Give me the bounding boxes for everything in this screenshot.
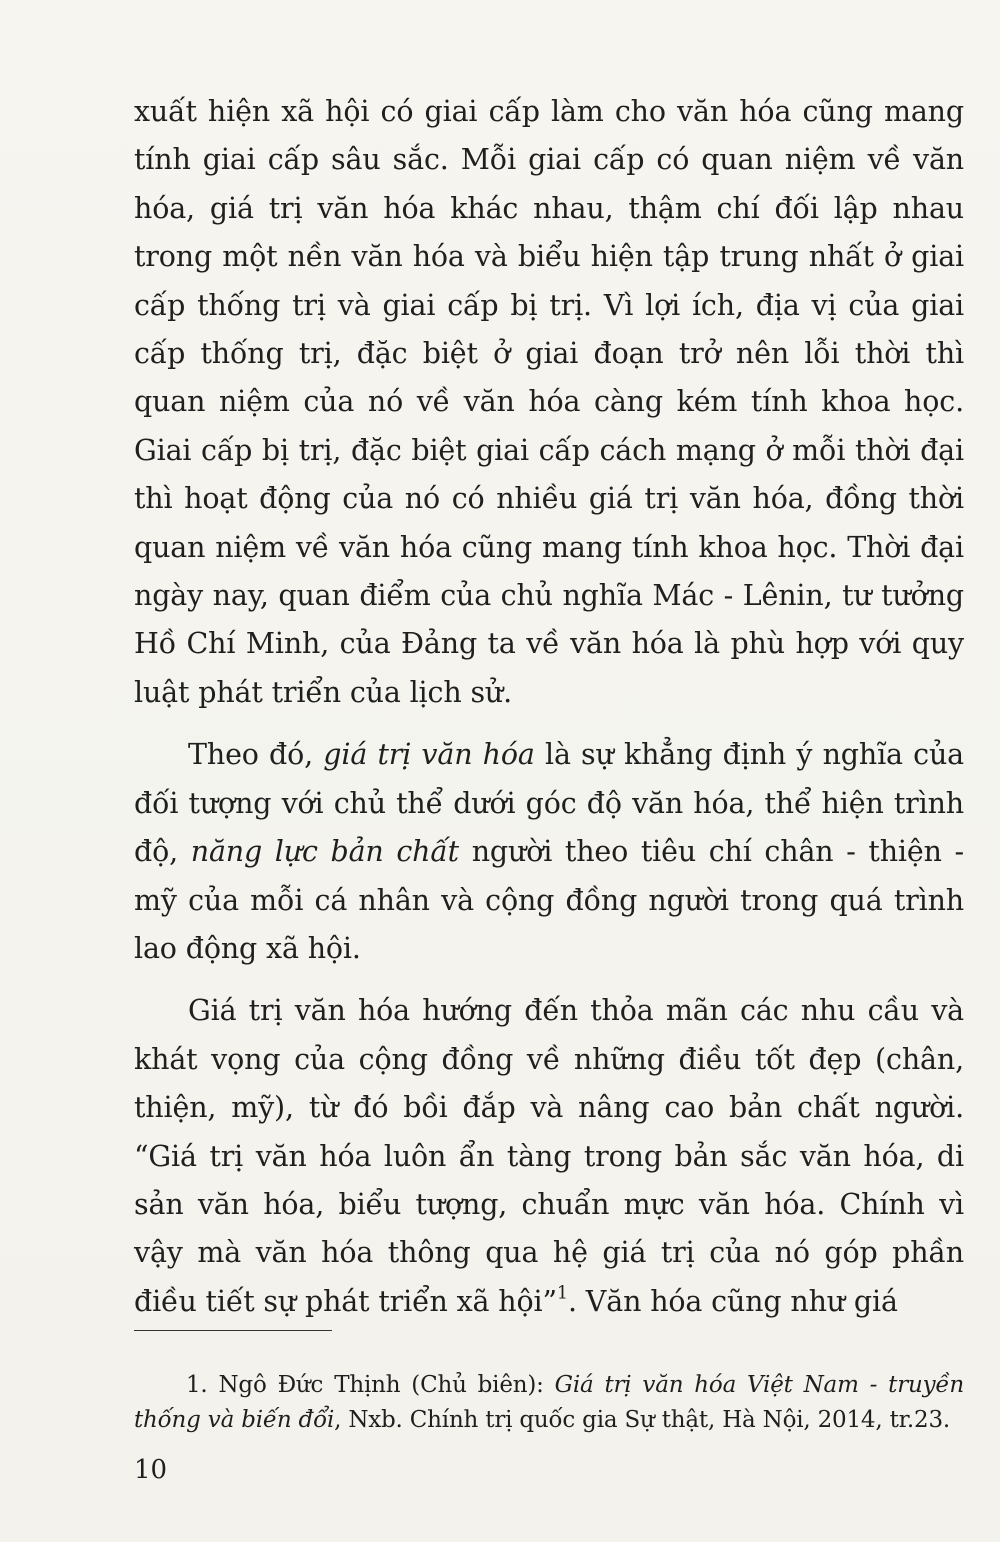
- main-text: [134, 88, 964, 1326]
- paragraph-2-emphasis-essential-capacity: năng lực bản chất: [190, 835, 459, 869]
- paragraph-2-text-c: người theo tiêu chí chân - thiện - mỹ của mỗi cá nhân và cộng đồng người trong quá trình lao động xã hội.: [134, 835, 964, 965]
- paragraph-2-text-a: Theo đó,: [188, 738, 324, 772]
- footnote-1: [134, 1368, 964, 1437]
- paragraph-3: [134, 987, 964, 1326]
- footnote-separator: [134, 1330, 332, 1331]
- paragraph-2: [134, 731, 964, 973]
- paragraph-1: xuất hiện xã hội có giai cấp làm cho văn hóa cũng mang tính giai cấp sâu sắc. Mỗi giai cấp có quan niệm về văn hóa, giá trị văn hóa khác nhau, thậm chí đối lập nhau trong một nền văn hóa và biểu hiện tập trung nhất ở giai cấp thống trị và giai cấp bị trị. Vì lợi ích, địa vị của giai cấp thống trị, đặc biệt ở giai đoạn trở nên lỗi thời thì quan niệm của nó về văn hóa càng kém tính khoa học. Giai cấp bị trị, đặc biệt giai cấp cách mạng ở mỗi thời đại thì hoạt động của nó có nhiều giá trị văn hóa, đồng thời quan niệm về văn hóa cũng mang tính khoa học. Thời đại ngày nay, quan điểm của chủ nghĩa Mác - Lênin, tư tưởng Hồ Chí Minh, của Đảng ta về văn hóa là phù hợp với quy luật phát triển của lịch sử.: [134, 95, 964, 709]
- footnote-book-title: Giá trị văn hóa Việt Nam - truyền thống và biến đổi: [134, 1372, 964, 1433]
- paragraph-2-emphasis-cultural-value: giá trị văn hóa: [323, 738, 535, 772]
- footnote-reference-1: 1: [556, 1283, 568, 1304]
- footnote-text-b: , Nxb. Chính trị quốc gia Sự thật, Hà Nội, 2014, tr.23.: [334, 1406, 950, 1433]
- paragraph-3-text-b: . Văn hóa cũng như giá: [567, 1284, 898, 1318]
- page-number: 10: [134, 1455, 168, 1485]
- footnote-text-a: 1. Ngô Đức Thịnh (Chủ biên):: [186, 1372, 555, 1398]
- paragraph-3-text-a: Giá trị văn hóa hướng đến thỏa mãn các nhu cầu và khát vọng của cộng đồng về những điều tốt đẹp (chân, thiện, mỹ), từ đó bồi đắp và nâng cao bản chất người. “Giá trị văn hóa luôn ẩn tàng trong bản sắc văn hóa, di sản văn hóa, biểu tượng, chuẩn mực văn hóa. Chính vì vậy mà văn hóa thông qua hệ giá trị của nó góp phần điều tiết sự phát triển xã hội”: [134, 994, 964, 1318]
- paragraph-2-text-b: là sự khẳng định ý nghĩa của đối tượng với chủ thể dưới góc độ văn hóa, thể hiện trình độ,: [134, 738, 964, 869]
